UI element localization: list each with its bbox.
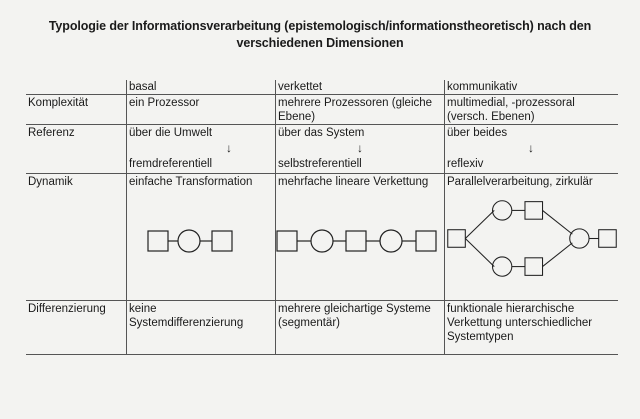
processor-circle <box>493 201 512 220</box>
diagram-verkettet <box>276 225 444 257</box>
header-divider <box>26 94 618 95</box>
processor-circle <box>311 230 333 252</box>
komplexitaet-verkettet-line-2: Ebene) <box>278 111 316 123</box>
processor-square <box>599 230 617 248</box>
referenz-kommunikativ-line-2: reflexiv <box>447 158 484 170</box>
row-label-referenz: Referenz <box>28 127 75 139</box>
processor-square <box>416 231 436 251</box>
connector-line <box>465 239 494 267</box>
title-line-1: Typologie der Informationsverarbeitung (epistemologisch/informationstheoretisch) nach den <box>48 19 592 33</box>
column-divider <box>126 80 127 355</box>
differenzierung-kommunikativ-line-2: Verkettung unterschiedlicher <box>447 317 593 329</box>
referenz-kommunikativ-line-1: über beides <box>447 127 508 139</box>
row-label-dynamik: Dynamik <box>28 176 73 188</box>
column-header-verkettet: verkettet <box>278 81 323 93</box>
komplexitaet-basal: ein Prozessor <box>129 97 200 109</box>
row-label-komplexitaet: Komplexität <box>28 97 89 109</box>
table-bottom-line <box>26 354 618 355</box>
title-line-2: verschiedenen Dimensionen <box>236 36 404 50</box>
differenzierung-kommunikativ-line-1: funktionale hierarchische <box>447 303 575 315</box>
differenzierung-kommunikativ-line-3: Systemtypen <box>447 331 514 343</box>
referenz-verkettet-line-1: über das System <box>278 127 365 139</box>
komplexitaet-kommunikativ-line-2: (versch. Ebenen) <box>447 111 535 123</box>
processor-square <box>525 202 543 220</box>
referenz-basal-line-1: über die Umwelt <box>129 127 213 139</box>
diagram-kommunikativ <box>446 198 618 279</box>
processor-circle <box>493 257 512 276</box>
processor-circle <box>380 230 402 252</box>
processor-circle <box>570 229 589 248</box>
row-divider <box>26 173 618 174</box>
dynamik-verkettet: mehrfache lineare Verkettung <box>278 176 429 188</box>
referenz-basal-line-2: fremdreferentiell <box>129 158 213 170</box>
connector-line <box>465 210 494 238</box>
down-arrow-icon: ↓ <box>226 141 232 155</box>
differenzierung-basal-line-2: Systemdifferenzierung <box>129 317 244 329</box>
diagram-basal <box>144 225 244 257</box>
differenzierung-verkettet-line-2: (segmentär) <box>278 317 340 329</box>
row-divider <box>26 300 618 301</box>
down-arrow-icon: ↓ <box>357 141 363 155</box>
column-header-basal: basal <box>129 81 157 93</box>
processor-square <box>148 231 168 251</box>
differenzierung-basal-line-1: keine <box>129 303 157 315</box>
dynamik-kommunikativ: Parallelverarbeitung, zirkulär <box>447 176 593 188</box>
connector-line <box>543 243 573 267</box>
processor-square <box>525 258 543 276</box>
typology-table <box>26 80 618 355</box>
differenzierung-verkettet-line-1: mehrere gleichartige Systeme <box>278 303 431 315</box>
column-header-kommunikativ: kommunikativ <box>447 81 518 93</box>
processor-circle <box>178 230 200 252</box>
processor-square <box>277 231 297 251</box>
referenz-verkettet-line-2: selbstreferentiell <box>278 158 362 170</box>
dynamik-basal: einfache Transformation <box>129 176 253 188</box>
komplexitaet-kommunikativ-line-1: multimedial, -prozessoral <box>447 97 575 109</box>
komplexitaet-verkettet-line-1: mehrere Prozessoren (gleiche <box>278 97 433 109</box>
down-arrow-icon: ↓ <box>528 141 534 155</box>
page-title <box>20 18 620 52</box>
column-divider <box>275 80 276 355</box>
processor-square <box>212 231 232 251</box>
column-divider <box>444 80 445 355</box>
processor-square <box>346 231 366 251</box>
row-divider <box>26 124 618 125</box>
connector-line <box>543 210 573 234</box>
row-label-differenzierung: Differenzierung <box>28 303 106 315</box>
processor-square <box>448 230 466 248</box>
